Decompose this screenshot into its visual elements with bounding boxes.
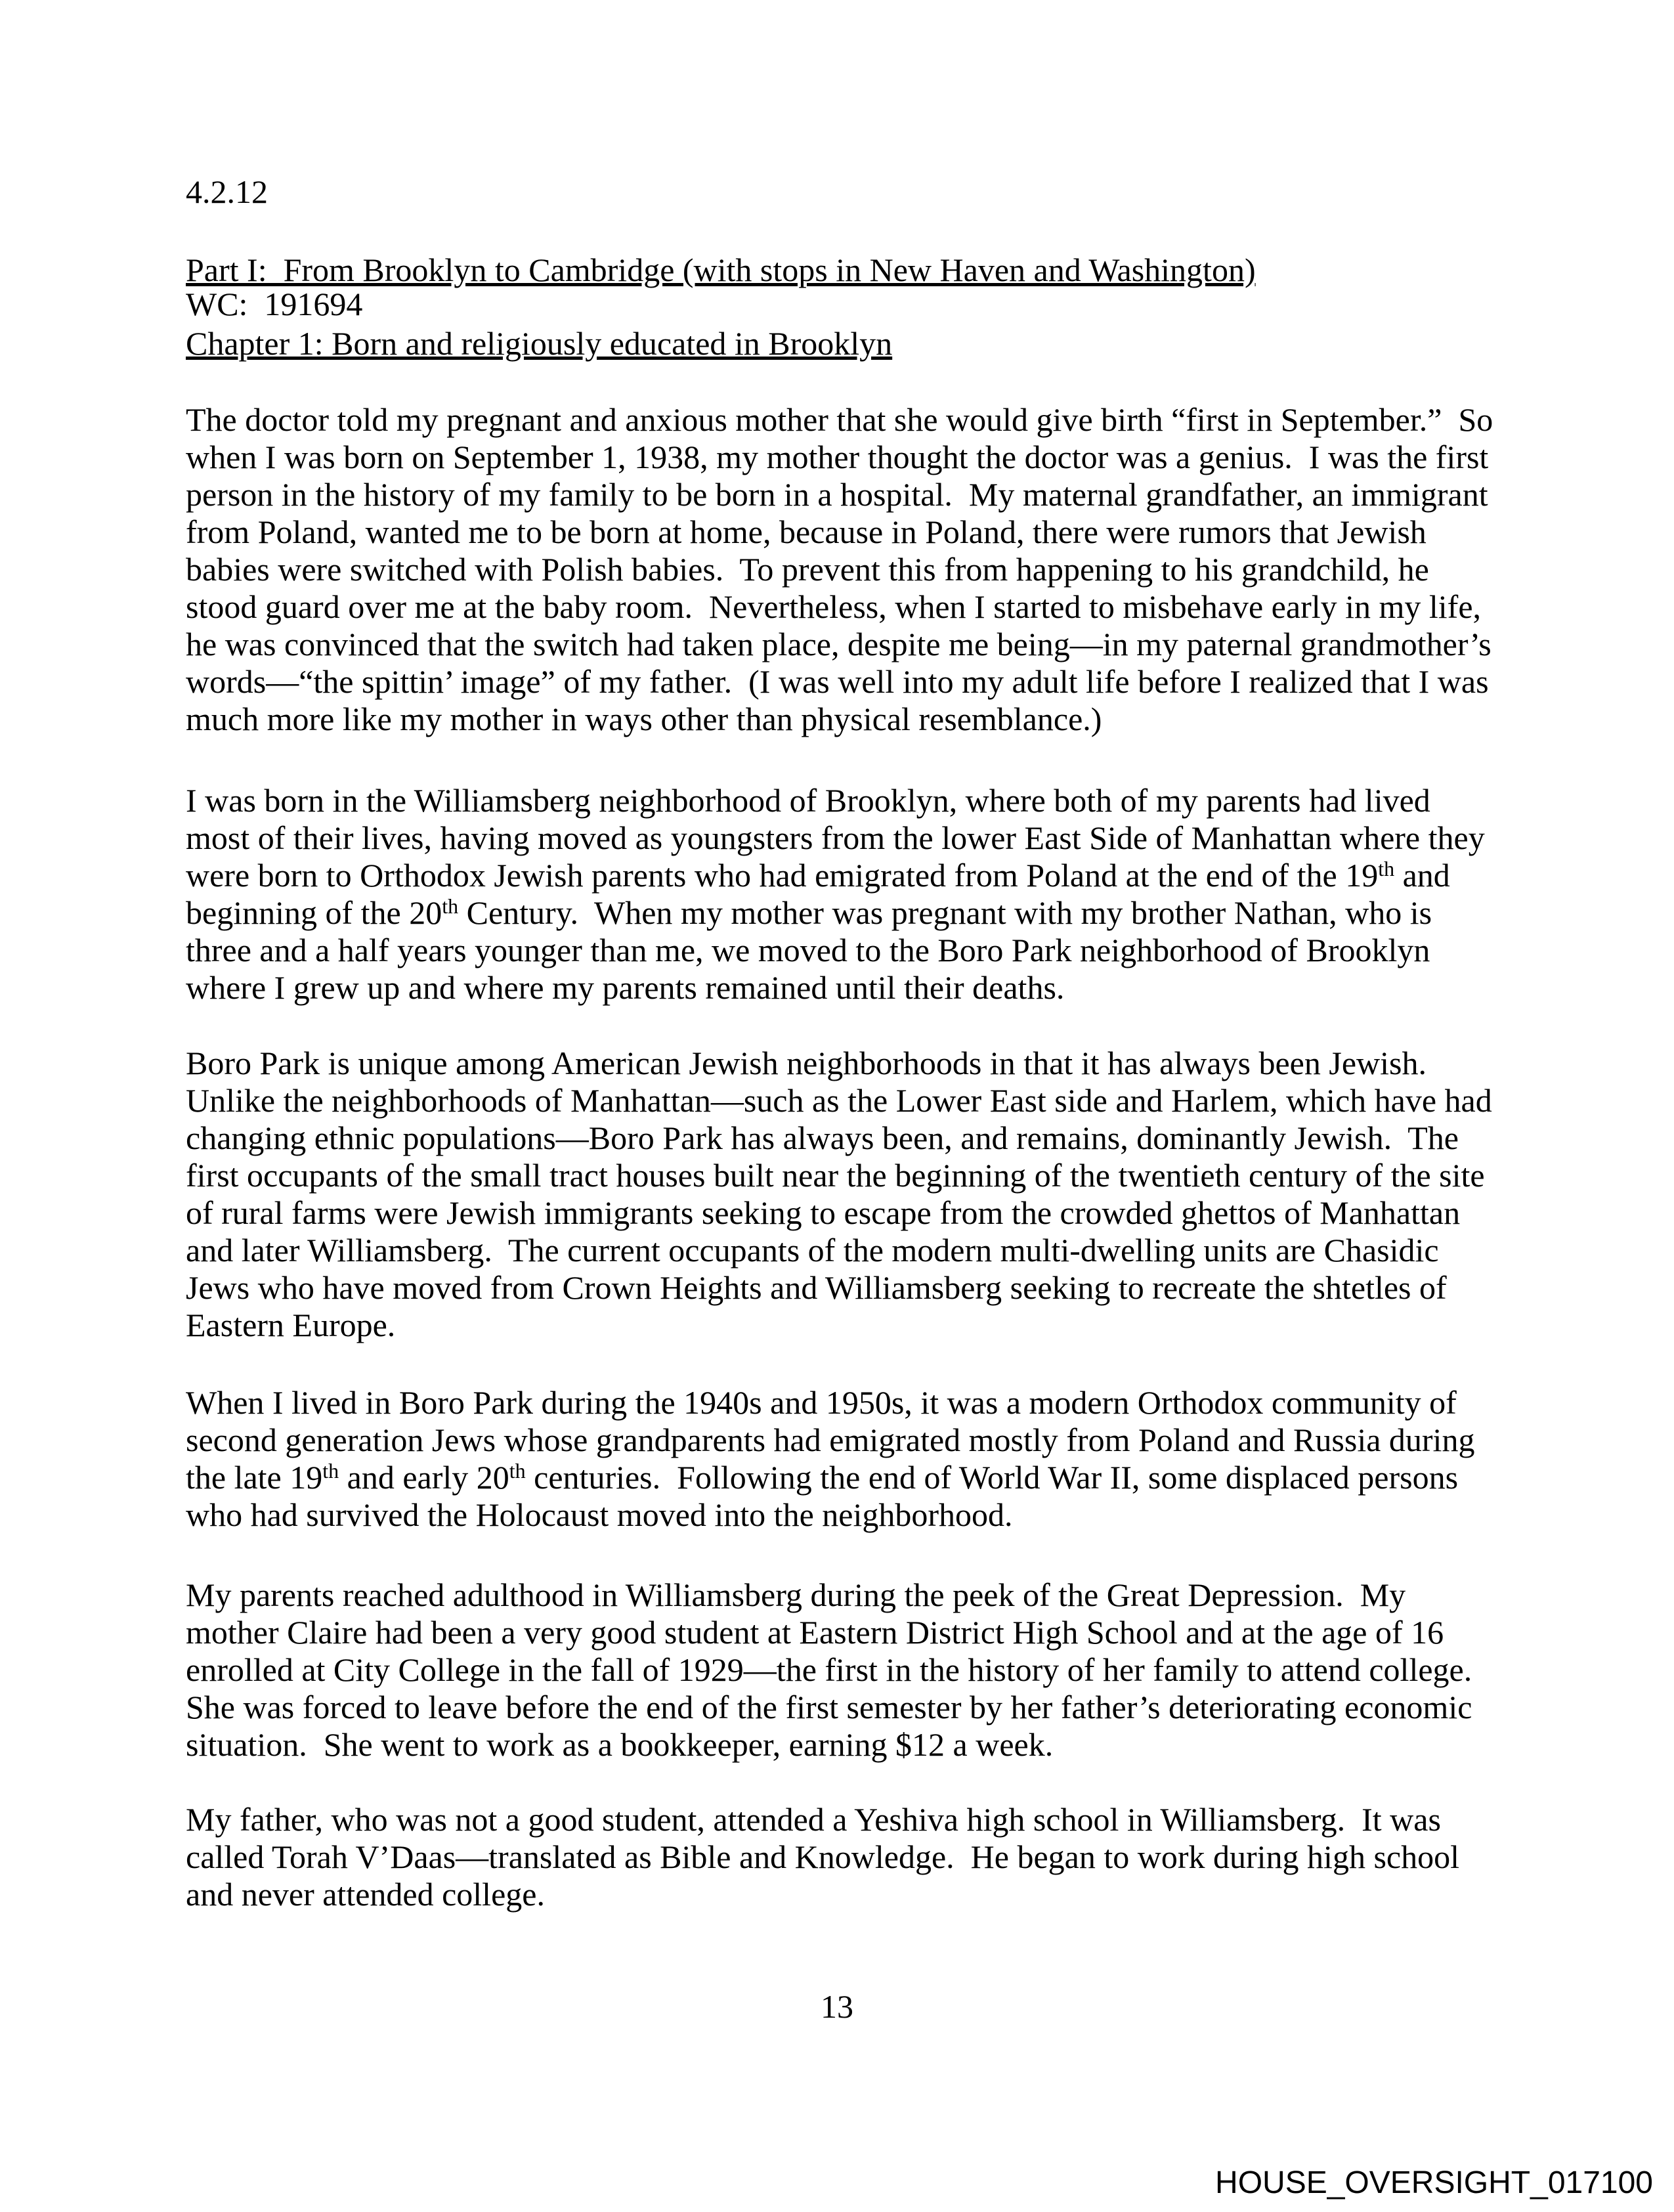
word-count: WC: 191694 — [186, 286, 363, 322]
body-paragraph: My parents reached adulthood in Williamsberg during the peek of the Great Depression. My mother Claire had been a very good student at Eastern District High School and at the age of 16 enrolled at City College in the fall of 1929—the first in the history of her family to attend college. She was forced to leave before the end of the first semester by her father’s deteriorating economic situation. She went to work as a bookkeeper, earning $12 a week. — [186, 1576, 1489, 1763]
chapter-heading: Chapter 1: Born and religiously educated in Brooklyn — [186, 325, 893, 362]
page-number: 13 — [821, 1988, 853, 2025]
body-paragraph: My father, who was not a good student, attended a Yeshiva high school in Williamsberg. It was called Torah V’Daas—translated as Bible and Knowledge. He began to work during high school and never attended college. — [186, 1801, 1468, 1913]
body-paragraph: I was born in the Williamsberg neighborhood of Brooklyn, where both of my parents had lived most of their lives, having moved as youngsters from the lower East Side of Manhattan where they were born to Orthodox Jewish parents who had emigrated from Poland at the end of the 19th and beginning of the 20th Century. When my mother was pregnant with my brother Nathan, who is three and a half years younger than me, we moved to the Boro Park neighborhood of Brooklyn where I grew up and where my parents remained until their deaths. — [186, 782, 1493, 1006]
body-paragraph: When I lived in Boro Park during the 1940s and 1950s, it was a modern Orthodox community of second generation Jews whose grandparents had emigrated mostly from Poland and Russia during the late 19th and early 20th centuries. Following the end of World War II, some displaced persons who had survived the Holocaust moved into the neighborhood. — [186, 1384, 1483, 1533]
bates-stamp: HOUSE_OVERSIGHT_017100 — [1215, 2165, 1653, 2200]
body-paragraph: Boro Park is unique among American Jewish neighborhoods in that it has always been Jewish. Unlike the neighborhoods of Manhattan—such as the Lower East side and Harlem, which have had changing ethnic populations—Boro Park has always been, and remains, dominantly Jewish. The first occupants of the small tract houses built near the beginning of the twentieth century of the site of rural farms were Jewish immigrants seeking to escape from the crowded ghettos of Manhattan and later Williamsberg. The current occupants of the modern multi-dwelling units are Chasidic Jews who have moved from Crown Heights and Williamsberg seeking to recreate the shtetles of Eastern Europe. — [186, 1045, 1501, 1343]
part-heading: Part I: From Brooklyn to Cambridge (with stops in New Haven and Washington) — [186, 251, 1256, 288]
date-code: 4.2.12 — [186, 173, 268, 210]
body-paragraph: The doctor told my pregnant and anxious mother that she would give birth “first in September.” So when I was born on September 1, 1938, my mother thought the doctor was a genius. I was the first person in the history of my family to be born in a hospital. My maternal grandfather, an immigrant from Poland, wanted me to be born at home, because in Poland, there were rumors that Jewish babies were switched with Polish babies. To prevent this from happening to his grandchild, he stood guard over me at the baby room. Nevertheless, when I started to misbehave early in my life, he was convinced that the switch had taken place, despite me being—in my paternal grandmother’s words—“the spittin’ image” of my father. (I was well into my adult life before I realized that I was much more like my mother in ways other than physical resemblance.) — [186, 401, 1501, 737]
